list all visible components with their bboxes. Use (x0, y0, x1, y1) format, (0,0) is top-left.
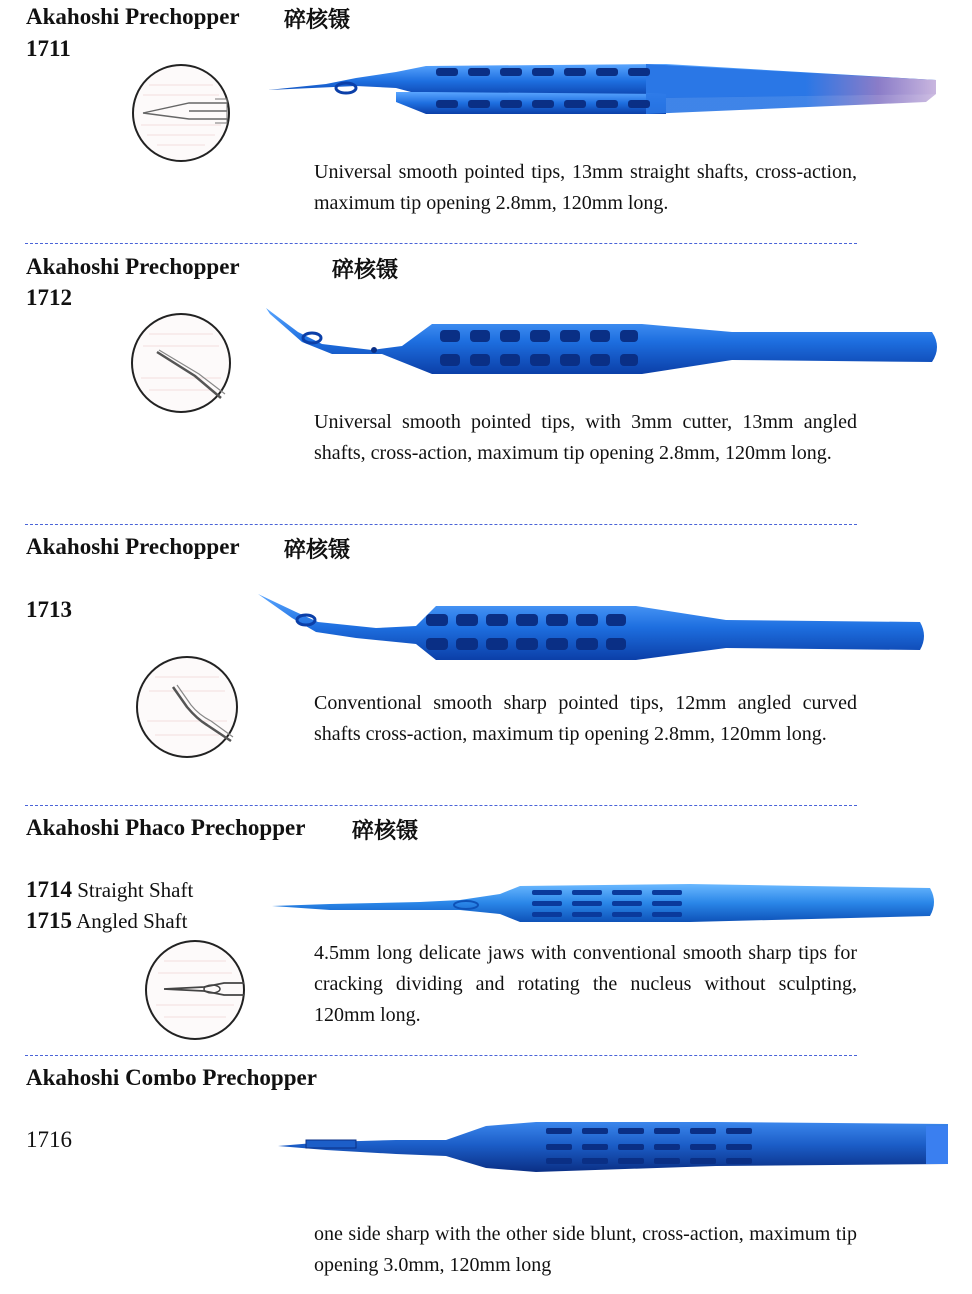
product-title-1714: Akahoshi Phaco Prechopper (26, 815, 306, 840)
variant-straight-shaft (26, 877, 193, 903)
section-divider (25, 243, 857, 244)
tip-detail-circle-1714 (144, 939, 246, 1041)
tip-detail-circle-1711 (129, 63, 233, 163)
section-divider (25, 805, 857, 806)
chinese-name-1713: 碎核镊 (284, 538, 351, 563)
chinese-name-1714: 碎核镊 (352, 819, 419, 844)
product-code-1713: 1713 (26, 597, 72, 622)
section-divider (25, 1055, 857, 1056)
variant-code: 1714 (26, 877, 72, 902)
instrument-image-1716 (276, 1118, 956, 1176)
instrument-image-1714 (270, 880, 938, 926)
product-title-1711: Akahoshi Prechopper (26, 4, 240, 29)
instrument-image-1712 (262, 302, 942, 382)
product-title-1716: Akahoshi Combo Prechopper (26, 1065, 317, 1090)
variant-label: Angled Shaft (76, 909, 188, 933)
variant-angled-shaft (26, 908, 188, 934)
product-code-1712: 1712 (26, 285, 72, 310)
instrument-image-1713 (256, 590, 928, 666)
product-code-1711: 1711 (26, 36, 71, 61)
tip-detail-circle-1712 (129, 312, 233, 414)
product-description-1713: Conventional smooth sharp pointed tips, 12mm angled curved shafts cross-action, maximum tip opening 2.8mm, 120mm long. (314, 692, 857, 745)
product-code-1716: 1716 (26, 1127, 72, 1152)
chinese-name-1711: 碎核镊 (284, 8, 351, 33)
chinese-name-1712: 碎核镊 (332, 258, 399, 283)
instrument-image-1711 (266, 58, 940, 122)
product-title-1712: Akahoshi Prechopper (26, 254, 240, 279)
product-title-1713: Akahoshi Prechopper (26, 534, 240, 559)
variant-code: 1715 (26, 908, 72, 933)
variant-label: Straight Shaft (77, 878, 194, 902)
section-divider (25, 524, 857, 525)
product-description-1711: Universal smooth pointed tips, 13mm straight shafts, cross-action, maximum tip opening 2.8mm, 120mm long. (314, 161, 857, 214)
product-description-1714: 4.5mm long delicate jaws with conventional smooth sharp tips for cracking dividing and rotating the nucleus without sculpting, 120mm long. (314, 942, 857, 1026)
product-description-1716: one side sharp with the other side blunt, cross-action, maximum tip opening 3.0mm, 120mm long (314, 1223, 857, 1276)
product-description-1712: Universal smooth pointed tips, with 3mm cutter, 13mm angled shafts, cross-action, maximum tip opening 2.8mm, 120mm long. (314, 411, 857, 464)
tip-detail-circle-1713 (135, 655, 239, 759)
